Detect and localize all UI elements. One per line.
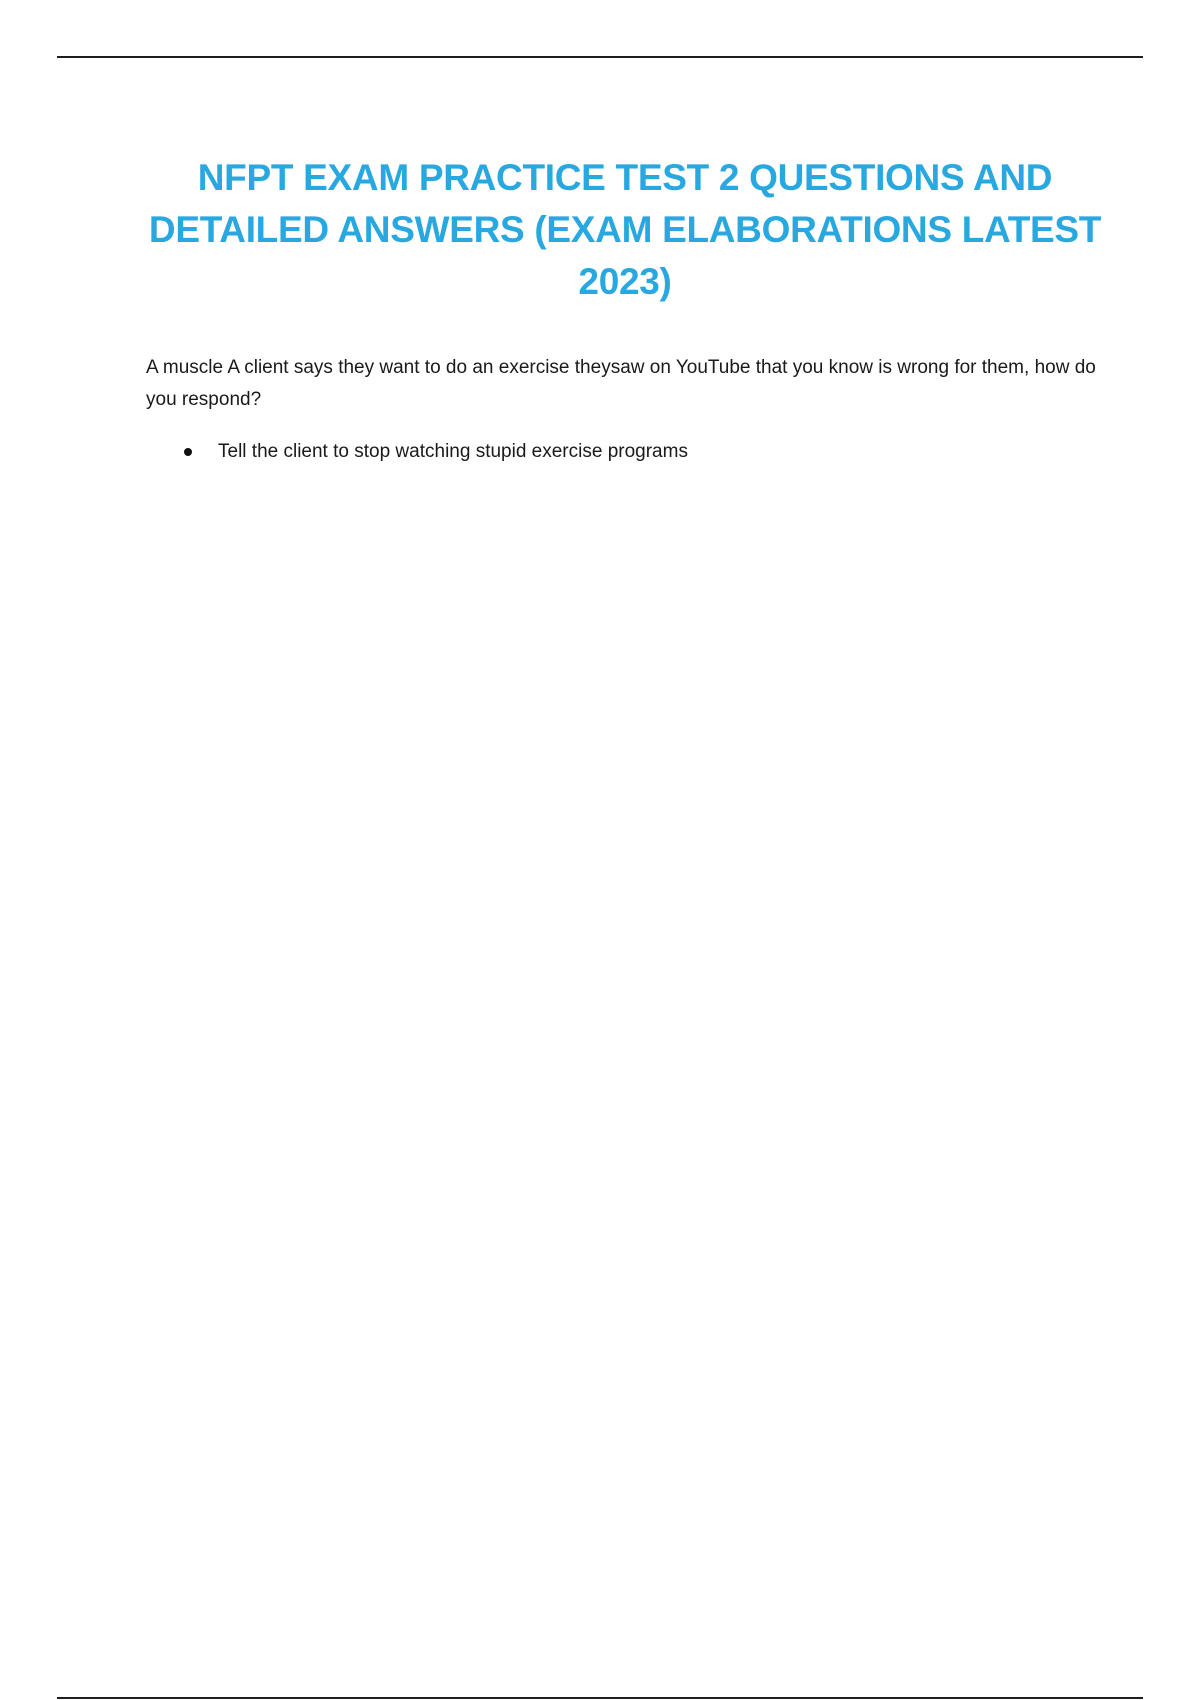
footer-rule [57,1697,1143,1699]
answer-list [146,436,1106,468]
question-text: A muscle A client says they want to do an exercise theysaw on YouTube that you know is wrong for them, how do you respond? [146,357,1096,410]
answer-option-text: Tell the client to stop watching stupid exercise programs [218,441,688,462]
answer-option [146,436,1106,468]
bullet-icon [184,448,192,456]
document-title: NFPT EXAM PRACTICE TEST 2 QUESTIONS AND DETAILED ANSWERS (EXAM ELABORATIONS LATEST 2023) [148,157,1102,302]
header-rule [57,56,1143,58]
